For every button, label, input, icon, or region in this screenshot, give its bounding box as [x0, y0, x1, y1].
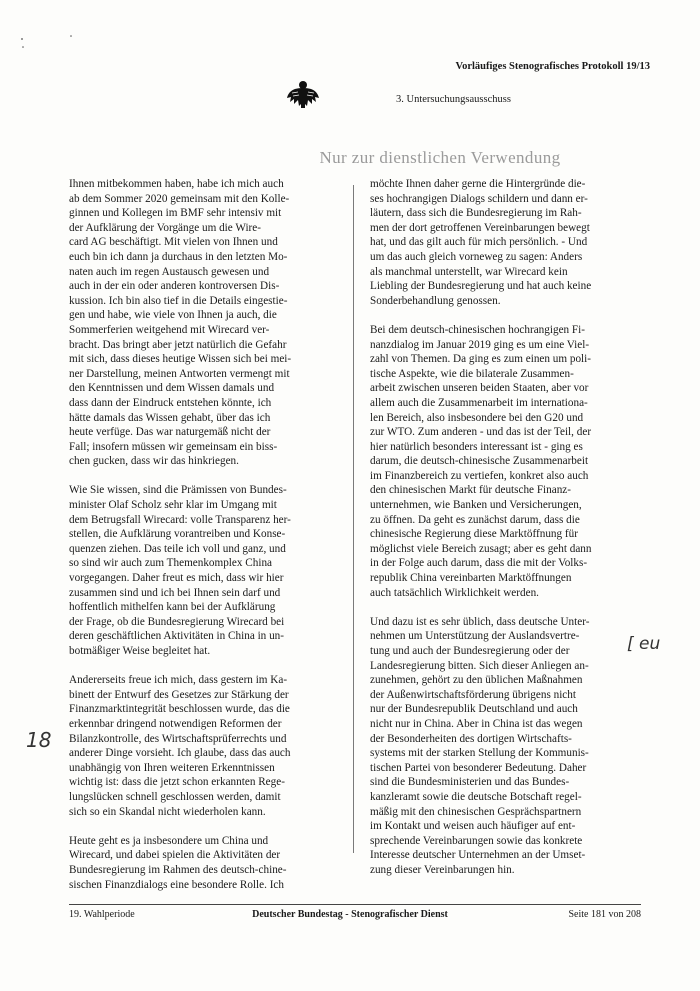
- footer-publisher: Deutscher Bundestag - Stenografischer Dienst: [252, 909, 448, 920]
- legislative-period: 19. Wahlperiode: [69, 909, 135, 920]
- paragraph: Andererseits freue ich mich, dass gestern im Ka- binett der Entwurf des Gesetzes zur Stärkung der Finanzmarktintegrität beschlossen wurde, das die erkennbar dringend notwendigen Reformen der Bilanzkontrolle, des Wirtschaftsprüferrechts und anderer Dinge vorsieht. Ich glaube, dass das auch unabhängig von Ihren weiteren Erkenntnissen wichtig ist: dass die jetzt schon erkannten Rege- lungslücken schnell geschlossen werden, damit sich so ein Skandal nicht wiederholen kann.: [69, 674, 291, 818]
- paragraph: Ihnen mitbekommen haben, habe ich mich auch ab dem Sommer 2020 gemeinsam mit den Kolle- ginnen und Kollegen im BMF sehr intensiv mit der Aufklärung der Vorgänge um die Wire- card AG beschäftigt. Mit vielen von Ihnen und euch bin ich dann ja durchaus in den letzten Mo- naten auch im regen Austausch gewesen und auch in der ein oder anderen kontroversen Dis- kussion. Ich bin also tief in die Details eingestie- gen und habe, wie viele von Ihnen ja auch, die Sommerferien weitgehend mit Wirecard ver- bracht. Das bringt aber jetzt natürlich die Gefahr mit sich, dass dieses heutige Wissen sich bei mei- ner Darstellung, meinen Antworten vermengt mit den Kenntnissen und dem Wissen damals und dass dann der Eindruck entstehen könnte, ich hätte damals das Wissen gehabt, über das ich heute verfüge. Das war naturgemäß nicht der Fall; insofern müssen wir gemeinsam ein biss- chen gucken, dass wir das hinkriegen.: [69, 178, 292, 468]
- committee-name: 3. Untersuchungsausschuss: [396, 94, 511, 105]
- column-divider: [353, 185, 354, 853]
- confidentiality-stamp: Nur zur dienstlichen Verwendung: [319, 148, 561, 167]
- paragraph: Bei dem deutsch-chinesischen hochrangigen Fi- nanzdialog im Januar 2019 ging es um eine Viel- zahl von Themen. Da ging es zum einen um poli- tische Aspekte, wie die bilaterale Zusammen- arbeit zwischen unseren beiden Staaten, aber vor allem auch die Zusammenarbeit im internationa- len Bereich, also insbesondere bei den G20 und zur WTO. Zum anderen - und das ist der Teil, der hier natürlich besonders interessant ist - ging es darum, die deutsch-chinesische Zusammenarbeit im Finanzbereich zu vertiefen, konkret also auch den chinesischen Markt für deutsche Finanz- unternehmen, wie Banken und Versicherungen, zu öffnen. Da geht es zunächst darum, dass die chinesische Regierung diese Marktöffnung für möglichst viele Bereich zusagt; aber es geht dann in der Folge auch darum, dass die mit der Volks- republik China vereinbarten Marktöffnungen auch tatsächlich Wirklichkeit werden.: [370, 323, 592, 599]
- paragraph: Heute geht es ja insbesondere um China und Wirecard, und dabei spielen die Aktivitäten der Bundesregierung im Rahmen des deutsch-chine- sischen Finanzdialogs eine besondere Rolle. Ich: [69, 834, 287, 891]
- paragraph: Und dazu ist es sehr üblich, dass deutsche Unter- nehmen um Unterstützung der Auslandsvertre- tung und auch der Bundesregierung oder der Landesregierung bitten. Sich dieser Anliegen an- zunehmen, gehört zu den üblichen Maßnahmen der Außenwirtschaftsförderung übrigens nicht nur der Bundesrepublik Deutschland und auch nicht nur in China. Aber in China ist das wegen der Besonderheiten des dortigen Wirtschafts- systems mit der starken Stellung der Kommunis- tischen Partei von besonderer Bedeutung. Daher sind die Bundesministerien und das Bundes- kanzleramt sowie die deutsche Botschaft regel- mäßig mit den chinesischen Gesprächspartnern im Kontakt und weisen auch häufiger auf ent- sprechende Vereinbarungen sowie das konkrete Interesse deutscher Unternehmen an der Umset- zung dieser Vereinbarungen hin.: [370, 615, 590, 876]
- page-number: Seite 181 von 208: [568, 909, 641, 920]
- scan-marks: [19, 33, 79, 73]
- protocol-title: Vorläufiges Stenografisches Protokoll 19/13: [455, 61, 650, 72]
- footer-rule: [69, 904, 641, 905]
- right-text-column: [370, 177, 640, 892]
- handwritten-margin-note: [ eu: [627, 634, 661, 654]
- left-text-column: [69, 177, 339, 907]
- paragraph: möchte Ihnen daher gerne die Hintergründe die- ses hochrangigen Dialogs schildern und dann er- läutern, dass sich die Bundesregierung im Rah- men der dort getroffenen Vereinbarungen bewegt hat, und das gilt auch für mich persönlich. - Und um das auch gleich vorneweg zu sagen: Anders als manchmal unterstellt, war Wirecard kein Liebling der Bundesregierung und hat auch keine Sonderbehandlung genossen.: [370, 178, 592, 307]
- paragraph: Wie Sie wissen, sind die Prämissen von Bundes- minister Olaf Scholz sehr klar im Umgang mit dem Betrugsfall Wirecard: volle Transparenz her- stellen, die Aufklärung vorantreiben und Konse- quenzen ziehen. Das teile ich voll und ganz, und so sind wir auch zum Themenkomplex China vorgegangen. Daher freut es mich, dass wir hier zusammen sind und ich bei Ihnen sein darf und hoffentlich mithelfen kann bei der Aufklärung der Frage, ob die Bundesregierung Wirecard bei deren geschäftlichen Aktivitäten in China in un- botmäßiger Weise begleitet hat.: [69, 484, 291, 657]
- handwritten-margin-note: 18: [26, 728, 52, 752]
- bundestag-eagle-icon: [286, 76, 320, 110]
